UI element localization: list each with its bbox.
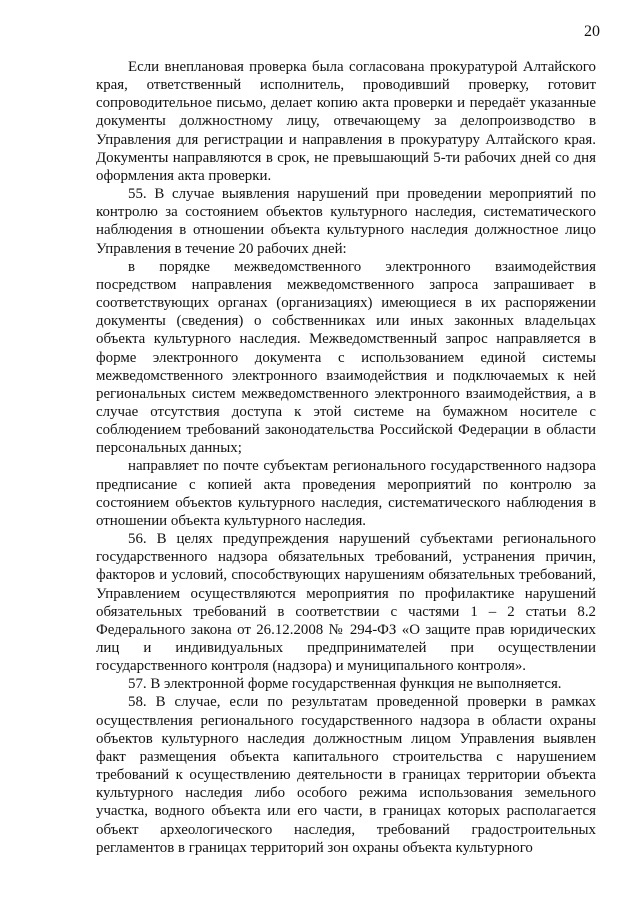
paragraph-prosecutor-notice: Если внеплановая проверка была согласована прокуратурой Алтайского края, ответственный исполнитель, проводивший проверку, готовит сопроводительное письмо, делает копию акта проверки и передаёт указанные документы должностному лицу, отвечающему за делопроизводство в Управления для регистрации и направления в прокуратуру Алтайского края. Документы направляются в срок, не превышающий 5-ти рабочих дней со дня оформления акта проверки. (96, 59, 596, 184)
paragraph-57: 57. В электронной форме государственная функция не выполняется. (128, 676, 562, 693)
paragraph-55-interagency-request: в порядке межведомственного электронного взаимодействия посредством направления межведомственного запроса запрашивает в соответствующих органах (организациях) имеющиеся в их распоряжении документы (сведения) о собственниках или иных законных владельцах объекта культурного наследия. Межведомственный запрос направляется в форме электронного документа с использованием единой системы межведомственного электронного взаимодействия и подключаемых к ней региональных систем межведомственного электронного взаимодействия, а в случае отсутствия доступа к этой системе на бумажном носителе с соблюдением требований законодательства Российской Федерации в области персональных данных; (96, 258, 596, 457)
document-body (96, 58, 596, 857)
paragraph-55: 55. В случае выявления нарушений при проведении мероприятий по контролю за состоянием объектов культурного наследия, систематического наблюдения в отношении объекта культурного наследия должностное лицо Управления в течение 20 рабочих дней: (96, 186, 596, 257)
paragraph-55-send-order: направляет по почте субъектам регионального государственного надзора предписание с копией акта проведения мероприятий по контролю за состоянием объектов культурного наследия, систематического наблюдения в отношении объекта культурного наследия. (96, 458, 596, 529)
page-number: 20 (584, 23, 600, 40)
paragraph-58: 58. В случае, если по результатам проведенной проверки в рамках осуществления регионального государственного надзора в области охраны объектов культурного наследия должностным лицом Управления выявлен факт размещения объекта капитального строительства с нарушением требований к осуществлению деятельности в границах территории объекта культурного наследия либо особого режима использования земельного участка, водного объекта или его части, в границах которых располагается объект археологического наследия, требований градостроительных регламентов в границах территорий зон охраны объекта культурного (96, 694, 596, 856)
paragraph-56: 56. В целях предупреждения нарушений субъектами регионального государственного надзора обязательных требований, устранения причин, факторов и условий, способствующих нарушениям обязательных требований, Управлением осуществляются мероприятия по профилактике нарушений обязательных требований в соответствии с частями 1 – 2 статьи 8.2 Федерального закона от 26.12.2008 № 294-ФЗ «О защите прав юридических лиц и индивидуальных предпринимателей при осуществлении государственного контроля (надзора) и муниципального контроля». (96, 531, 596, 675)
